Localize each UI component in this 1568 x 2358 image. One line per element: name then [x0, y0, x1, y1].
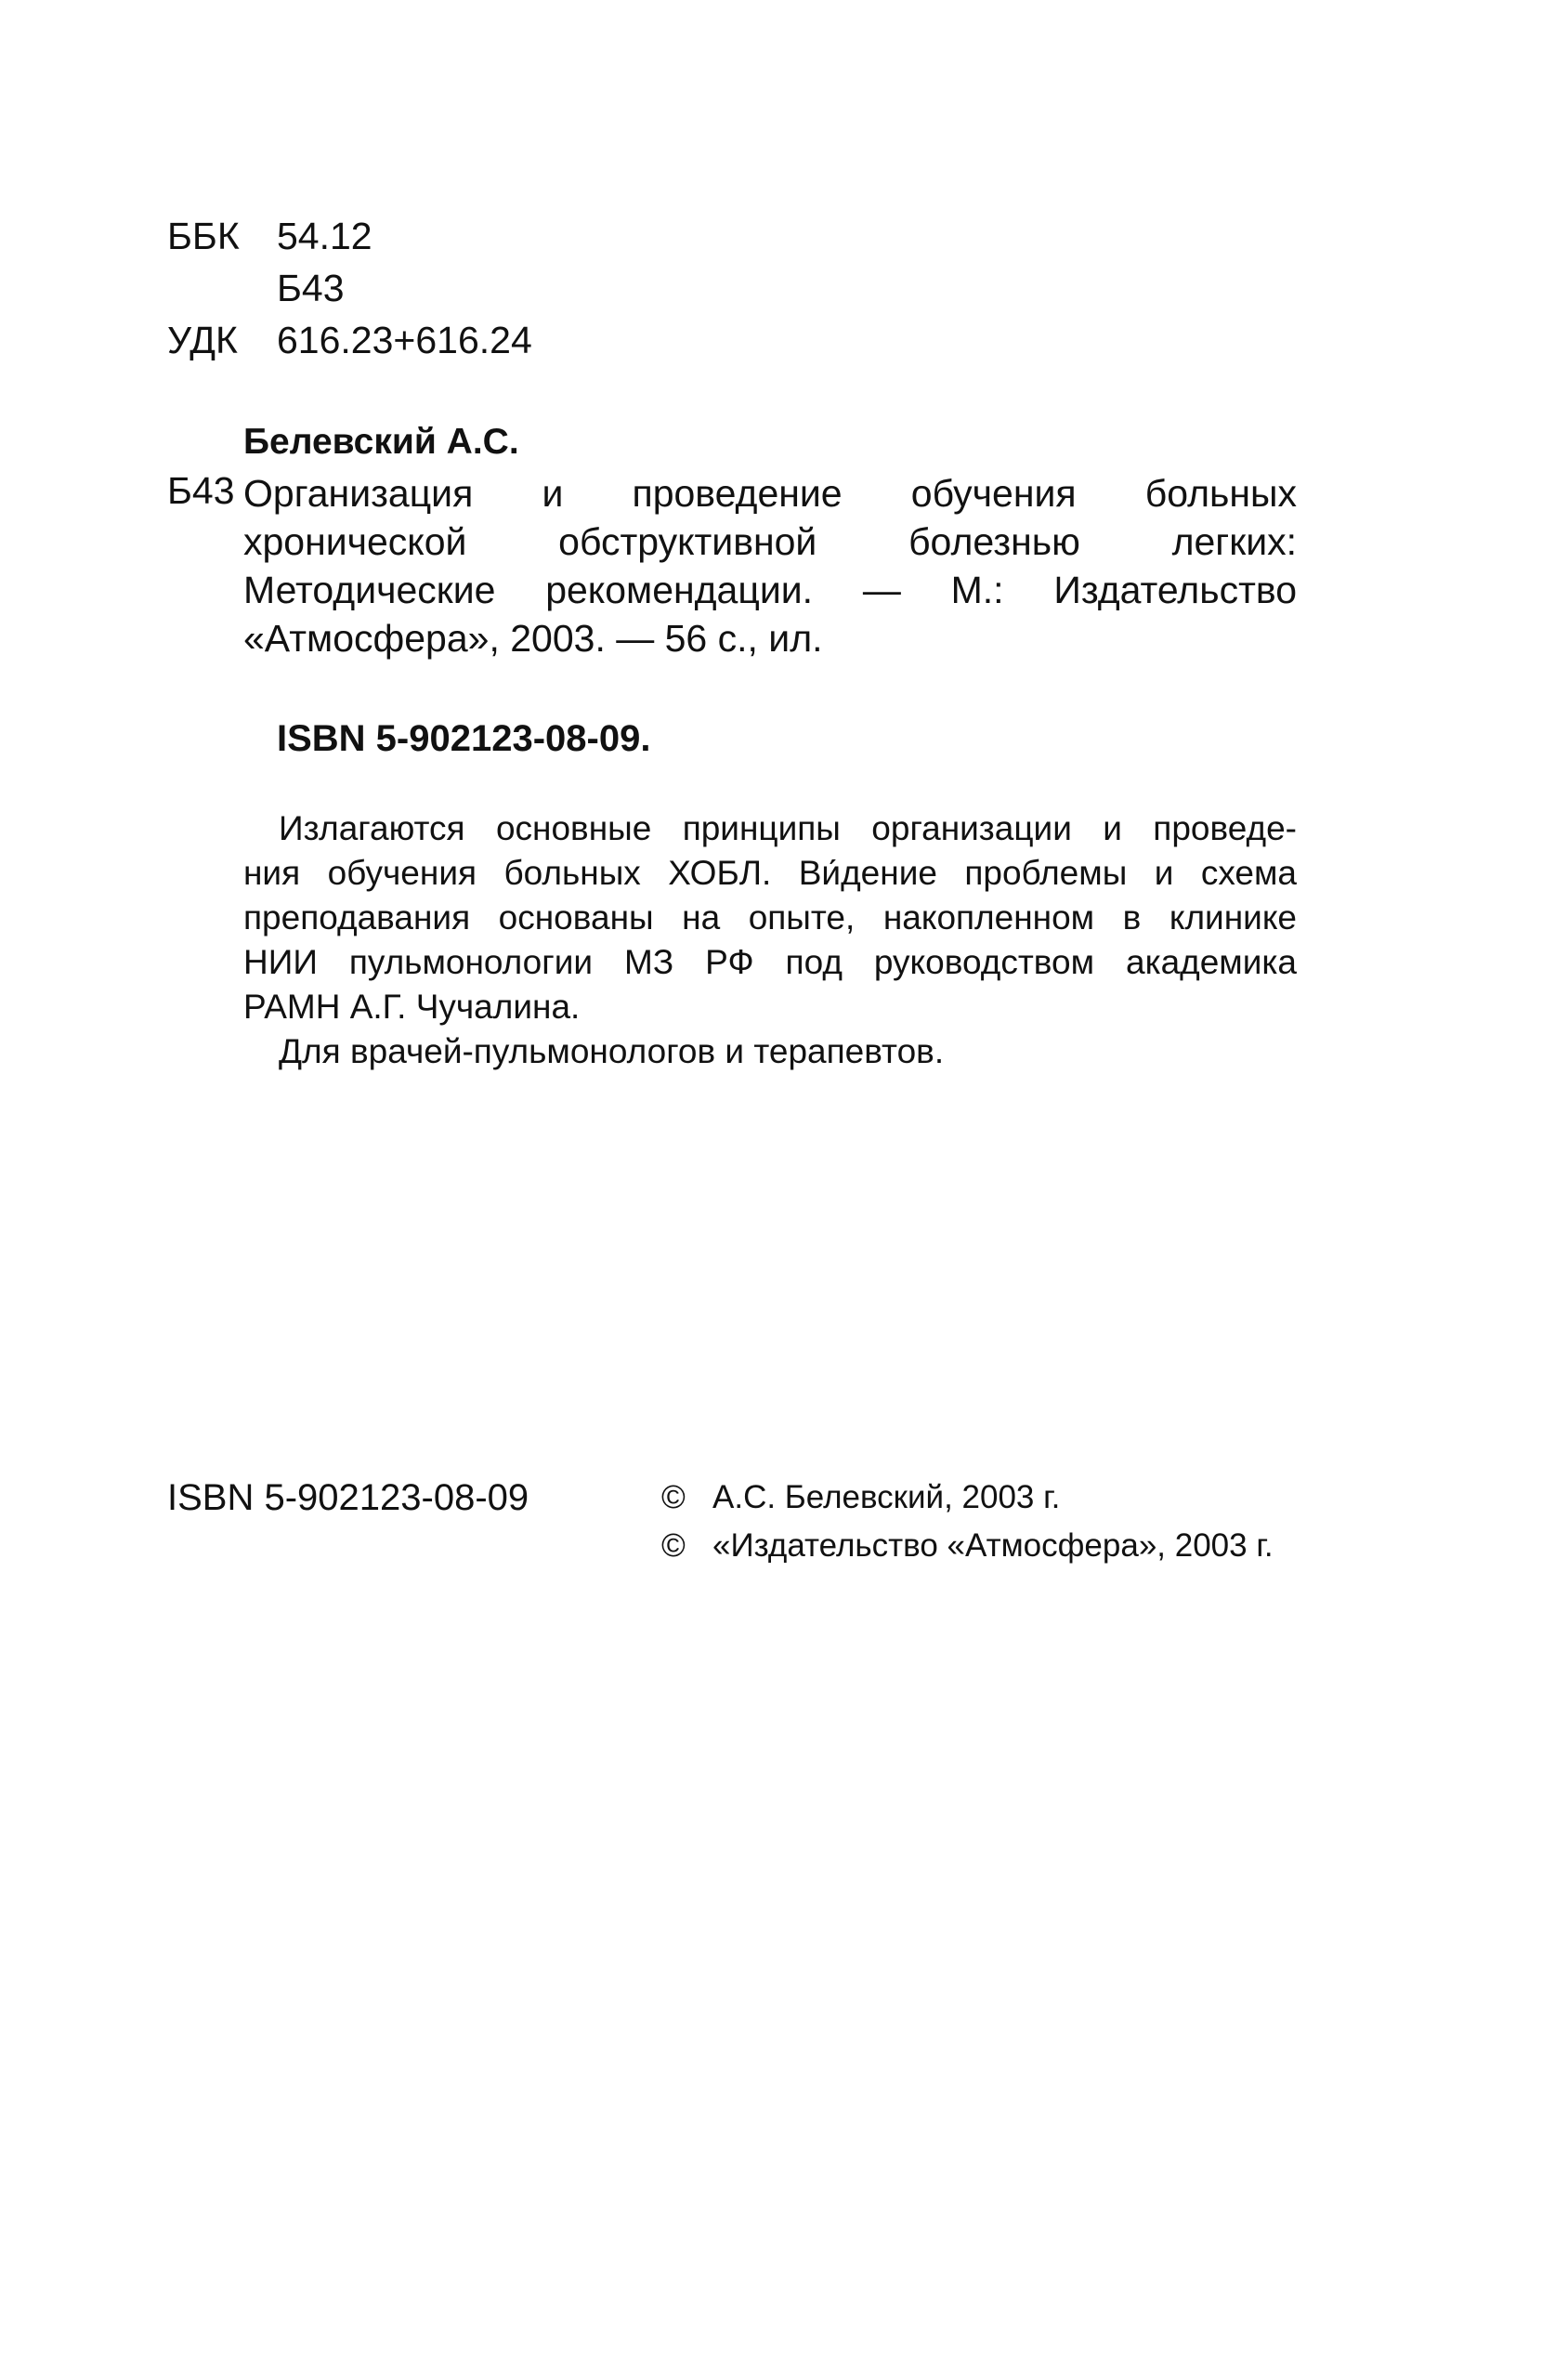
bibliographic-description	[243, 469, 1297, 662]
description-line: хронической обструктивной болезнью легких:	[243, 520, 1297, 563]
copyright-icon: ©	[661, 1527, 686, 1564]
author-mark: Б43	[277, 267, 345, 309]
description-line: Методические рекомендации. — М.: Издательство	[243, 569, 1297, 611]
catalog-code: Б43	[167, 469, 235, 512]
isbn-heading: ISBN 5-902123-08-09.	[277, 718, 651, 759]
annotation-line: Излагаются основные принципы организации и проведе-	[279, 809, 1297, 847]
description-line: Организация и проведение обучения больных	[243, 472, 1297, 515]
copyright-author: А.С. Белевский, 2003 г.	[712, 1479, 1061, 1515]
copyright-block	[661, 1474, 1405, 1576]
description-line: «Атмосфера», 2003. — 56 с., ил.	[243, 617, 823, 660]
annotation-line: ния обучения больных ХОБЛ. Ви́дение проблемы и схема	[243, 854, 1297, 892]
copyright-icon: ©	[661, 1479, 686, 1515]
copyright-publisher: «Издательство «Атмосфера», 2003 г.	[712, 1527, 1274, 1564]
annotation-line: преподавания основаны на опыте, накопленном в клинике	[243, 898, 1297, 937]
annotation	[243, 806, 1297, 1074]
annotation-line: РАМН А.Г. Чучалина.	[243, 988, 581, 1026]
author-name: Белевский А.С.	[243, 422, 519, 462]
annotation-line: НИИ пульмонологии МЗ РФ под руководством академика	[243, 943, 1297, 981]
udk-value: 616.23+616.24	[277, 319, 532, 361]
bbk-value: 54.12	[277, 215, 372, 257]
audience-note: Для врачей-пульмонологов и терапевтов.	[279, 1032, 945, 1070]
udk-label: УДК	[167, 319, 238, 361]
isbn-footer: ISBN 5-902123-08-09	[167, 1477, 529, 1518]
classification-block	[167, 210, 725, 368]
bbk-label: ББК	[167, 215, 240, 257]
